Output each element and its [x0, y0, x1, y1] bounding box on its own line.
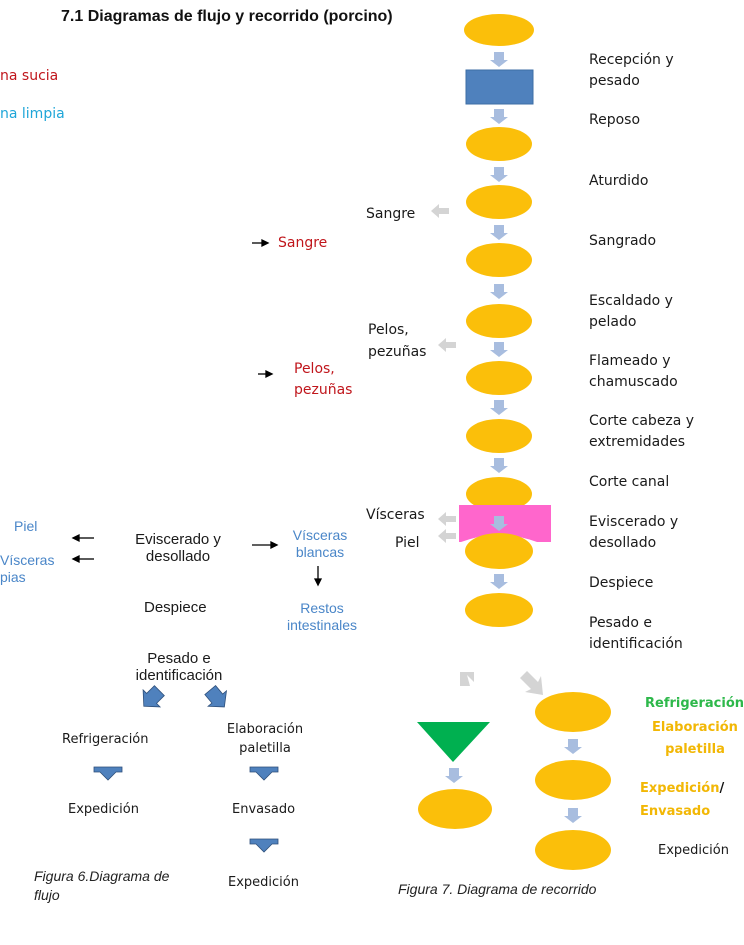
page-title: 7.1 Diagramas de flujo y recorrido (porcino) — [61, 8, 393, 25]
recorrido-elaboracion-label: Elaboración paletilla — [652, 720, 738, 757]
flujo-pelos-label: Pelos, pezuñas — [294, 361, 353, 398]
flujo-piel-label: Piel — [14, 518, 38, 534]
recorrido-step-label: Corte canal — [589, 474, 670, 490]
arrow-flujo-elab — [250, 767, 278, 780]
arrow-down-5 — [490, 284, 508, 299]
recorrido-expedicion2-label: Expedición — [658, 843, 729, 858]
node-aturdido — [466, 127, 532, 161]
caption-figura-6: Figura 6.Diagrama de flujo — [34, 868, 170, 903]
flujo-visceras-blancas-label: Vísceras blancas — [292, 527, 348, 560]
caption-figura-7: Figura 7. Diagrama de recorrido — [398, 881, 597, 897]
node-envasado — [535, 760, 611, 800]
recorrido-step-label: Eviscerado y desollado — [589, 514, 679, 551]
arrow-flujo-env — [250, 839, 278, 852]
arrow-down-r2 — [564, 808, 582, 823]
recorrido-envasado-label: Envasado — [640, 804, 711, 819]
arrow-down-1 — [490, 52, 508, 67]
arrow-down-r1 — [564, 739, 582, 754]
node-sangrado-2 — [466, 243, 532, 277]
arrow-left-piel — [438, 529, 456, 543]
node-escaldado — [466, 304, 532, 338]
recorrido-expedicion-label: Expedición/ — [640, 781, 725, 796]
recorrido-piel-label: Piel — [395, 535, 420, 551]
arrow-flujo-diag-right — [201, 682, 234, 714]
recorrido-refrigeracion-label: Refrigeración — [645, 696, 744, 711]
arrow-down-8 — [490, 458, 508, 473]
recorrido-step-label: Aturdido — [589, 173, 649, 189]
recorrido-pelos-label: Pelos, pezuñas — [368, 322, 427, 360]
arrow-diag-right — [520, 671, 543, 695]
node-eviscerado — [465, 533, 533, 569]
arrow-down-tri — [445, 768, 463, 783]
recorrido-step-label: Pesado e identificación — [589, 615, 683, 652]
flujo-despiece-label: Despiece — [144, 599, 207, 616]
flujo-envasado-label: Envasado — [232, 802, 296, 817]
arrow-down-3 — [490, 167, 508, 182]
node-elaboracion — [535, 692, 611, 732]
slash: / — [719, 781, 725, 796]
recorrido-sangre-label: Sangre — [366, 206, 416, 222]
node-corte-cabeza — [466, 419, 532, 453]
node-recepcion-rect — [466, 70, 533, 104]
recorrido-step-label: Corte cabeza y extremidades — [589, 413, 695, 450]
recorrido-step-label: Reposo — [589, 112, 641, 128]
recorrido-step-label: Flameado y chamuscado — [589, 353, 678, 390]
arrow-down-10 — [490, 574, 508, 589]
recorrido-step-label: Recepción y pesado — [589, 52, 674, 89]
arrow-left-visceras — [438, 512, 456, 526]
node-expedicion — [535, 830, 611, 870]
recorrido-visceras-label: Vísceras — [366, 507, 425, 523]
arrow-left-sangre — [431, 204, 449, 218]
arrow-down-4 — [490, 225, 508, 240]
recorrido-step-label: Escaldado y pelado — [589, 293, 673, 330]
flujo-refrigeracion-label: Refrigeración — [62, 732, 149, 747]
node-refrigeracion-triangle — [417, 722, 490, 762]
arrow-flujo-ref — [94, 767, 122, 780]
flujo-expedicion-right-label: Expedición — [228, 875, 299, 890]
legend-dirty-zone: na sucia — [0, 68, 59, 84]
node-start — [464, 14, 534, 46]
arrow-flujo-diag-left — [135, 682, 168, 715]
node-flameado — [466, 361, 532, 395]
recorrido-step-label: Despiece — [589, 575, 654, 591]
arrow-down-2 — [490, 109, 508, 124]
flujo-expedicion-left-label: Expedición — [68, 802, 139, 817]
arrow-diag-left — [460, 672, 474, 686]
flujo-elaboracion-label: Elaboración paletilla — [226, 722, 304, 756]
recorrido-step-label: Sangrado — [589, 233, 657, 249]
flujo-pesado-label: Pesado e identificación — [135, 650, 223, 684]
node-sangrado — [466, 185, 532, 219]
arrow-down-7 — [490, 400, 508, 415]
arrow-left-pelos — [438, 338, 456, 352]
node-refrigeracion-out — [418, 789, 492, 829]
flujo-eviscerado-label: Eviscerado y desollado — [135, 531, 221, 565]
flujo-sangre-label: Sangre — [278, 235, 328, 251]
node-despiece — [465, 593, 533, 627]
flujo-restos-label: Restos intestinales — [286, 600, 358, 633]
legend-clean-zone: na limpia — [0, 106, 65, 122]
arrow-down-6 — [490, 342, 508, 357]
flujo-visceras-limpias-label: Vísceras pias — [0, 552, 55, 585]
